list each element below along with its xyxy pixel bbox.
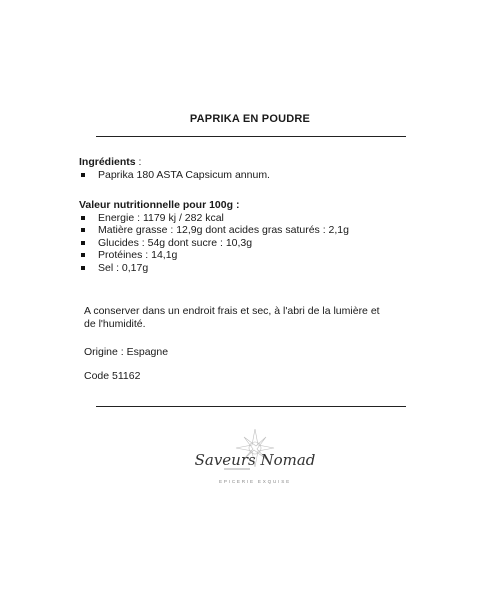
origin-text: Origine : Espagne (84, 346, 169, 358)
top-divider (96, 136, 406, 137)
nutrition-item-fat: Matière grasse : 12,9g dont acides gras saturés : 2,1g (79, 224, 349, 237)
nutrition-list (79, 212, 349, 275)
brand-tagline: EPICERIE EXQUISE (219, 479, 291, 484)
brand-name: Saveurs Nomad (194, 451, 316, 469)
ingredient-item: Paprika 180 ASTA Capsicum annum. (79, 169, 270, 182)
storage-text: A conserver dans un endroit frais et sec, à l'abri de la lumière et de l'humidité. (84, 305, 380, 330)
bottom-divider (96, 406, 406, 407)
nutrition-section (79, 199, 349, 274)
ingredients-heading-label: Ingrédients (79, 156, 136, 168)
nutrition-item-carbs: Glucides : 54g dont sucre : 10,3g (79, 237, 349, 250)
brand-logo (190, 427, 320, 491)
nutrition-heading-label: Valeur nutritionnelle pour 100g (79, 199, 234, 211)
nutrition-item-protein: Protéines : 14,1g (79, 249, 349, 262)
product-title: PAPRIKA EN POUDRE (189, 113, 311, 125)
nutrition-item-energy: Energie : 1179 kj / 282 kcal (79, 212, 349, 225)
ingredients-list (79, 169, 270, 182)
ingredients-section (79, 156, 270, 181)
product-code: Code 51162 (84, 370, 141, 382)
nutrition-item-salt: Sel : 0,17g (79, 262, 349, 275)
ingredients-heading: Ingrédients : (79, 156, 142, 168)
nutrition-heading: Valeur nutritionnelle pour 100g : (79, 199, 240, 211)
